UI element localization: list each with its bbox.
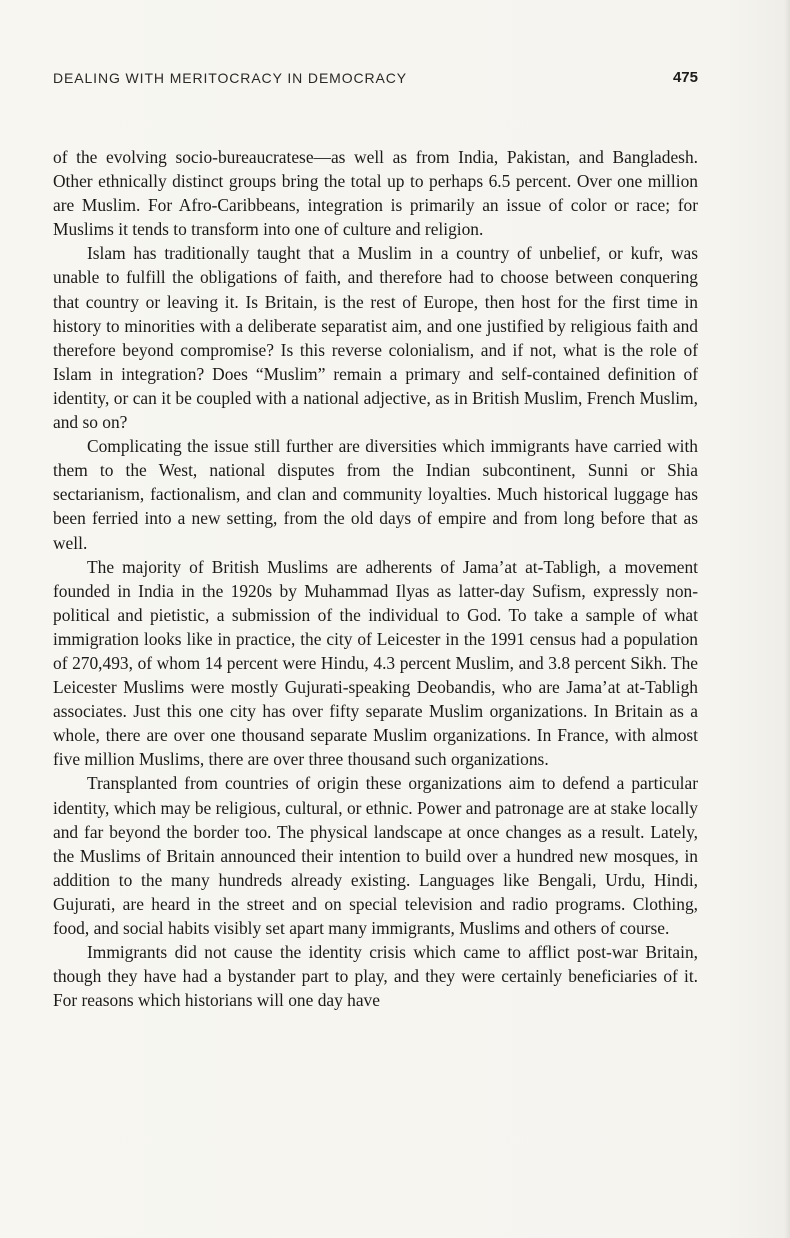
paragraph: of the evolving socio-bureaucratese—as well as from India, Pakistan, and Bangladesh. Other ethnically distinct groups bring the total up to perhaps 6.5 percent. Over one million are Muslim. For Afro-Caribbeans, integration is primarily an issue of color or race; for Muslims it tends to transform into one of culture and religion. [53, 147, 698, 240]
page-edge-shadow [784, 0, 790, 1238]
paragraph: Islam has traditionally taught that a Muslim in a country of unbelief, or kufr, was unable to fulfill the obligations of faith, and therefore had to choose between conquering that country or leaving it. Is Britain, is the rest of Europe, then host for the first time in history to minorities with a deliberate separatist aim, and one justified by religious faith and therefore beyond compromise? Is this reverse colonialism, and if not, what is the role of Islam in integration? Does “Muslim” remain a primary and self-contained definition of identity, or can it be coupled with a national adjective, as in British Muslim, French Muslim, and so on? [53, 243, 698, 433]
paragraph: Immigrants did not cause the identity crisis which came to afflict post-war Britain, though they have had a bystander part to play, and they were certainly beneficiaries of it. For reasons which historians will one day have [53, 942, 698, 1011]
body-text [53, 145, 698, 1012]
running-head [53, 70, 698, 94]
running-head-title: DEALING WITH MERITOCRACY IN DEMOCRACY [53, 70, 408, 86]
paragraph: Complicating the issue still further are diversities which immigrants have carried with them to the West, national disputes from the Indian subcontinent, Sunni or Shia sectarianism, factionalism, and clan and community loyalties. Much historical luggage has been ferried into a new setting, from the old days of empire and from long before that as well. [53, 436, 698, 553]
paragraph: Transplanted from countries of origin these organizations aim to defend a particular identity, which may be religious, cultural, or ethnic. Power and patronage are at stake locally and far beyond the border too. The physical landscape at once changes as a result. Lately, the Muslims of Britain announced their intention to build over a hundred new mosques, in addition to the many hundreds already existing. Languages like Bengali, Urdu, Hindi, Gujurati, are heard in the street and on special television and radio programs. Clothing, food, and social habits visibly set apart many immigrants, Muslims and others of course. [53, 773, 699, 938]
page-number: 475 [672, 69, 698, 86]
paragraph: The majority of British Muslims are adherents of Jama’at at-Tabligh, a movement founded in India in the 1920s by Muhammad Ilyas as latter-day Sufism, expressly non-political and pietistic, a submission of the individual to God. To take a sample of what immigration looks like in practice, the city of Leicester in the 1991 census had a population of 270,493, of whom 14 percent were Hindu, 4.3 percent Muslim, and 3.8 percent Sikh. The Leicester Muslims were mostly Gujurati-speaking Deobandis, who are Jama’at at-Tabligh associates. Just this one city has over fifty separate Muslim organizations. In Britain as a whole, there are over one thousand separate Muslim organizations. In France, with almost five million Muslims, there are over three thousand such organizations. [53, 556, 698, 770]
